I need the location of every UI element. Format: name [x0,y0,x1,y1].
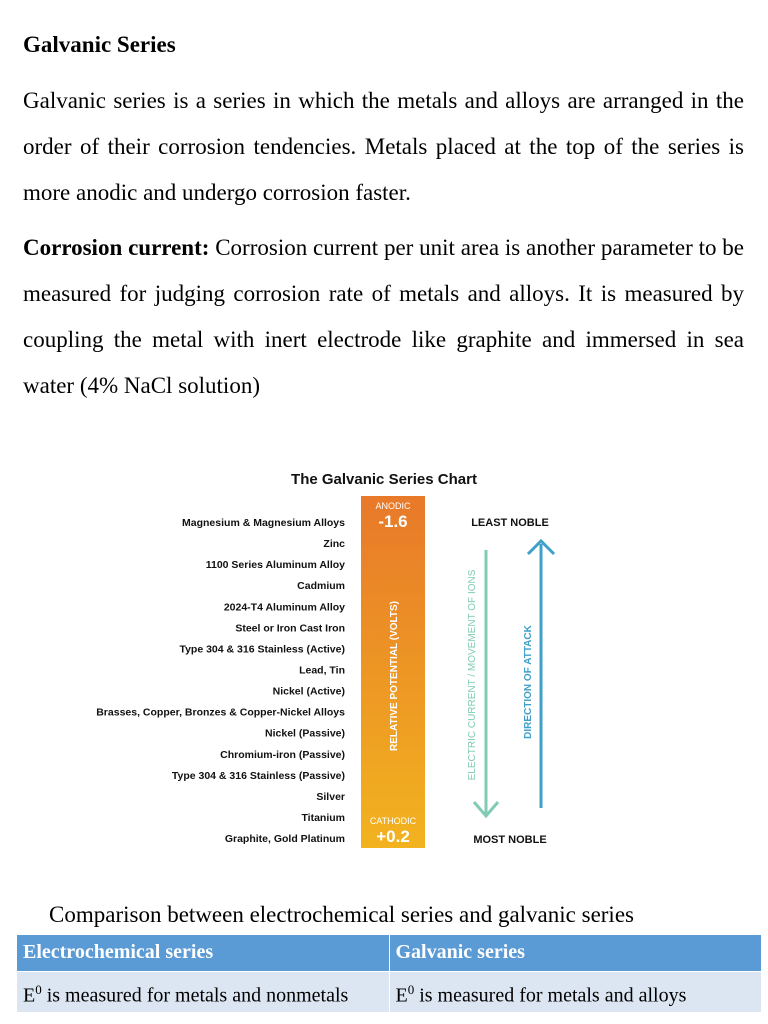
corrosion-current-label: Corrosion current: [23,235,210,260]
metal-label: Type 304 & 316 Stainless (Passive) [171,769,345,782]
metal-label: Magnesium & Magnesium Alloys [182,517,345,529]
cell-galvanic [389,972,762,1013]
metal-label-list [96,517,345,845]
comparison-caption: Comparison between electrochemical series and galvanic series [49,902,634,927]
e-zero-superscript: 0 [35,982,42,997]
potential-bar-label: RELATIVE POTENTIAL (VOLTS) [389,601,400,751]
most-noble-label: MOST NOBLE [473,834,547,846]
metal-label: Graphite, Gold Platinum [224,833,345,846]
cathodic-label: CATHODIC [369,816,417,826]
cell-electrochemical [17,972,390,1013]
metal-label: Cadmium [297,580,345,593]
metal-label: Steel or Iron Cast Iron [235,622,345,635]
metal-label: 2024-T4 Aluminum Alloy [223,601,345,614]
corrosion-current-paragraph [23,225,744,409]
comparison-table [16,934,762,1013]
cell-text: is measured for metals and alloys [414,984,687,1007]
least-noble-label: LEAST NOBLE [471,517,549,529]
metal-label: Silver [316,790,345,803]
header-galvanic: Galvanic series [389,935,762,972]
e-zero-superscript: 0 [407,982,415,997]
metal-label: Lead, Tin [299,664,345,677]
table-row [17,972,762,1013]
section-heading: Galvanic Series [23,32,176,57]
metal-label: Chromium-iron (Passive) [220,748,345,761]
metal-label: Nickel (Passive) [265,727,345,740]
header-electrochemical: Electrochemical series [17,935,390,972]
cathodic-value: +0.2 [376,827,410,846]
anodic-value: -1.6 [378,512,408,531]
metal-label: Nickel (Active) [272,685,345,698]
cell-text: is measured for metals and nonmetals [41,984,349,1007]
metal-label: Titanium [301,812,345,824]
metal-label: Zinc [323,538,345,551]
e-zero-symbol: E [395,984,408,1007]
metal-label: Brasses, Copper, Bronzes & Copper-Nickel Alloys [96,706,345,719]
chart-title: The Galvanic Series Chart [291,471,477,488]
table-header-row [17,935,762,972]
e-zero-symbol: E [23,984,36,1007]
electric-current-label: ELECTRIC CURRENT / MOVEMENT OF IONS [467,569,478,781]
galvanic-series-chart [0,458,768,858]
direction-of-attack-label: DIRECTION OF ATTACK [523,625,534,739]
metal-label: Type 304 & 316 Stainless (Active) [179,643,345,656]
intro-paragraph: Galvanic series is a series in which the metals and alloys are arranged in the order of their corrosion tendencies. Metals placed at the top of the series is more anodic and undergo corrosion faster. [23,88,744,205]
metal-label: 1100 Series Aluminum Alloy [205,559,345,572]
corrosion-current-text: Corrosion current per unit area is another parameter to be measured for judging corrosion rate of metals and alloys. It is measured by coupling the metal with inert electrode like graphite and immersed in sea water (4% NaCl solution) [23,235,744,398]
anodic-label: ANODIC [375,501,411,511]
